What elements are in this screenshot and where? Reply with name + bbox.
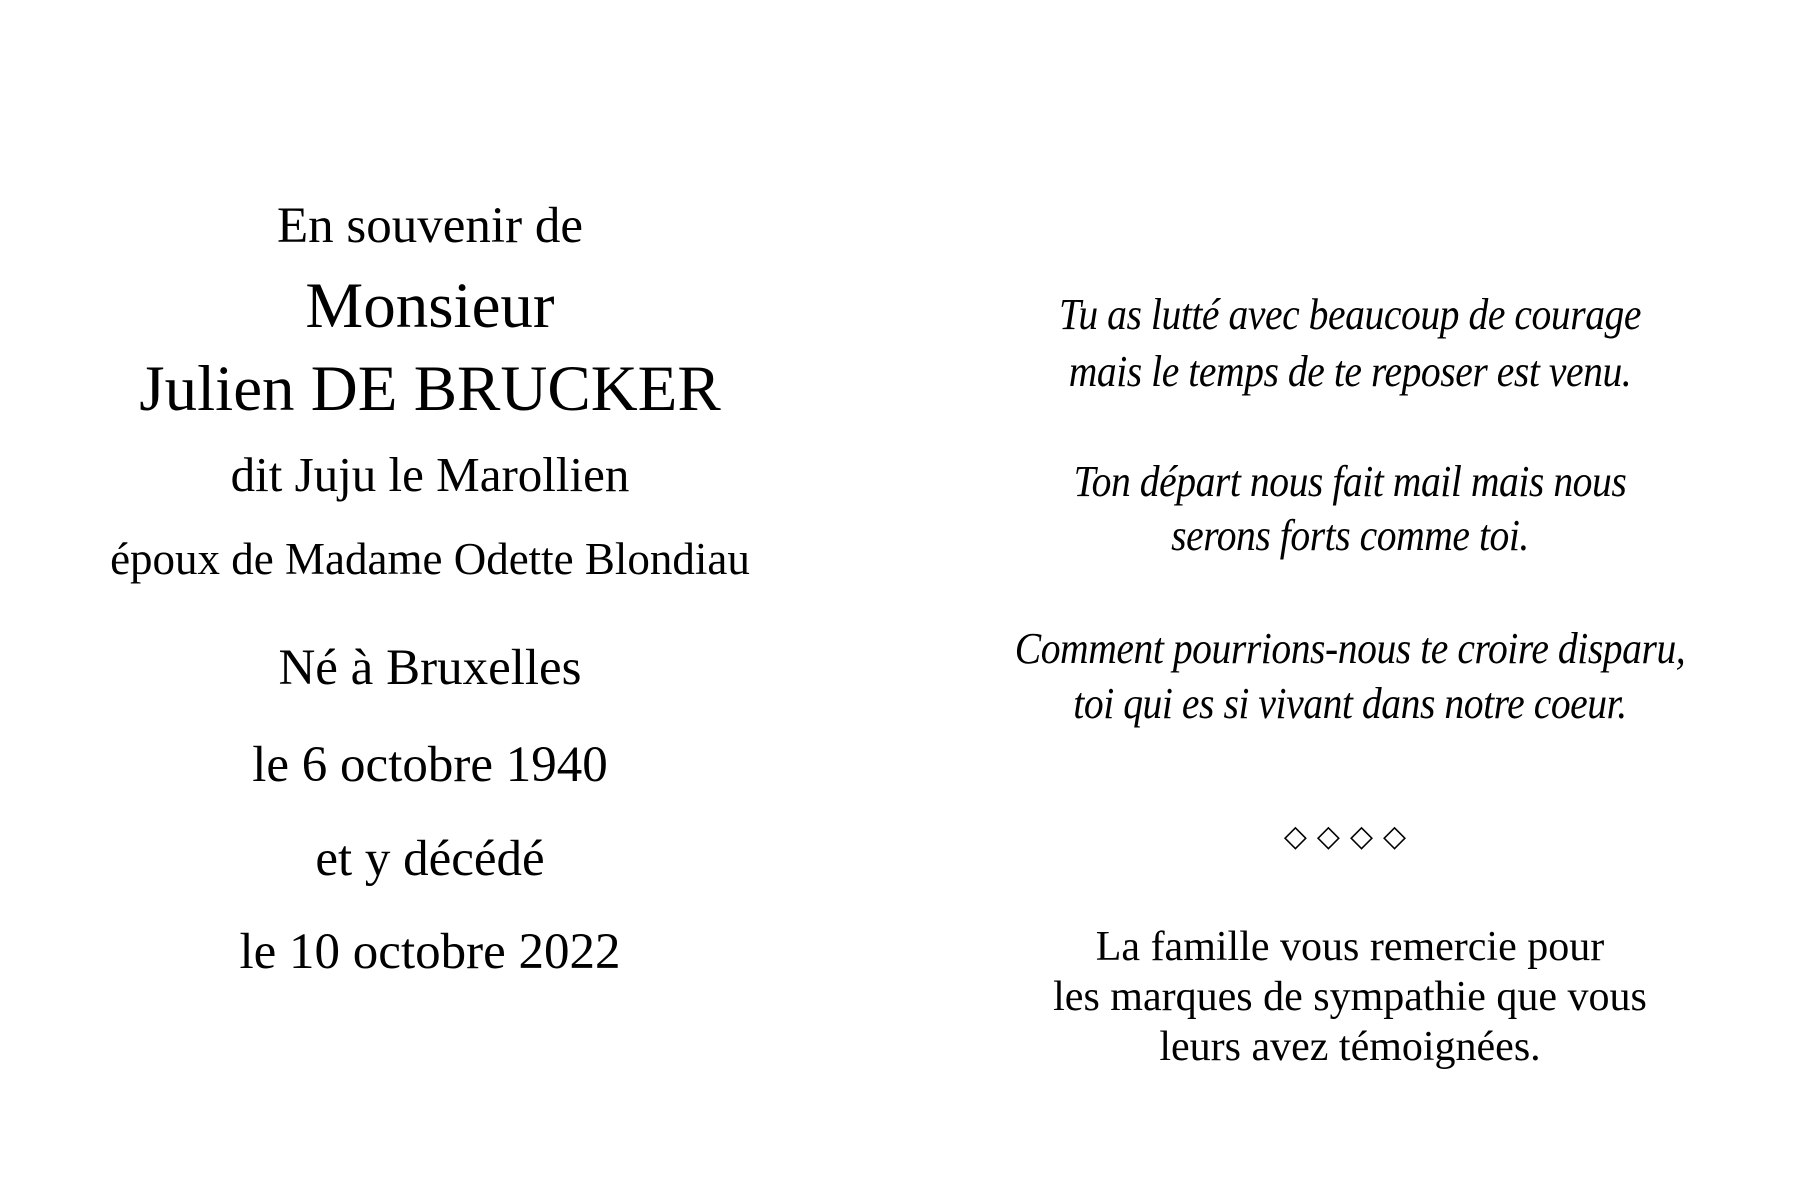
poem-line: serons forts comme toi. xyxy=(1171,511,1529,560)
poem-line: Tu as lutté avec beaucoup de courage xyxy=(1058,290,1642,339)
poem-line: mais le temps de te reposer est venu. xyxy=(1068,347,1632,396)
birth-date: le 6 octobre 1940 xyxy=(252,737,608,793)
thanks-line: La famille vous remercie pour xyxy=(1095,924,1605,970)
death-place: et y décédé xyxy=(315,831,545,887)
birthplace: Né à Bruxelles xyxy=(278,640,582,696)
spouse-line: époux de Madame Odette Blondiau xyxy=(110,534,750,584)
death-date: le 10 octobre 2022 xyxy=(239,924,621,980)
nickname: dit Juju le Marollien xyxy=(230,447,630,502)
diamond-separator: ◇◇◇◇ xyxy=(1283,819,1417,854)
in-memory-heading: En souvenir de xyxy=(277,198,583,254)
thanks-line: les marques de sympathie que vous xyxy=(1053,974,1647,1020)
poem-line: Comment pourrions-nous te croire disparu, xyxy=(1014,624,1686,673)
deceased-name: Julien DE BRUCKER xyxy=(139,353,721,425)
poem-line: Ton départ nous fait mail mais nous xyxy=(1073,457,1627,506)
honorific: Monsieur xyxy=(305,270,555,342)
poem-line: toi qui es si vivant dans notre coeur. xyxy=(1073,679,1627,728)
thanks-line: leurs avez témoignées. xyxy=(1159,1024,1541,1070)
